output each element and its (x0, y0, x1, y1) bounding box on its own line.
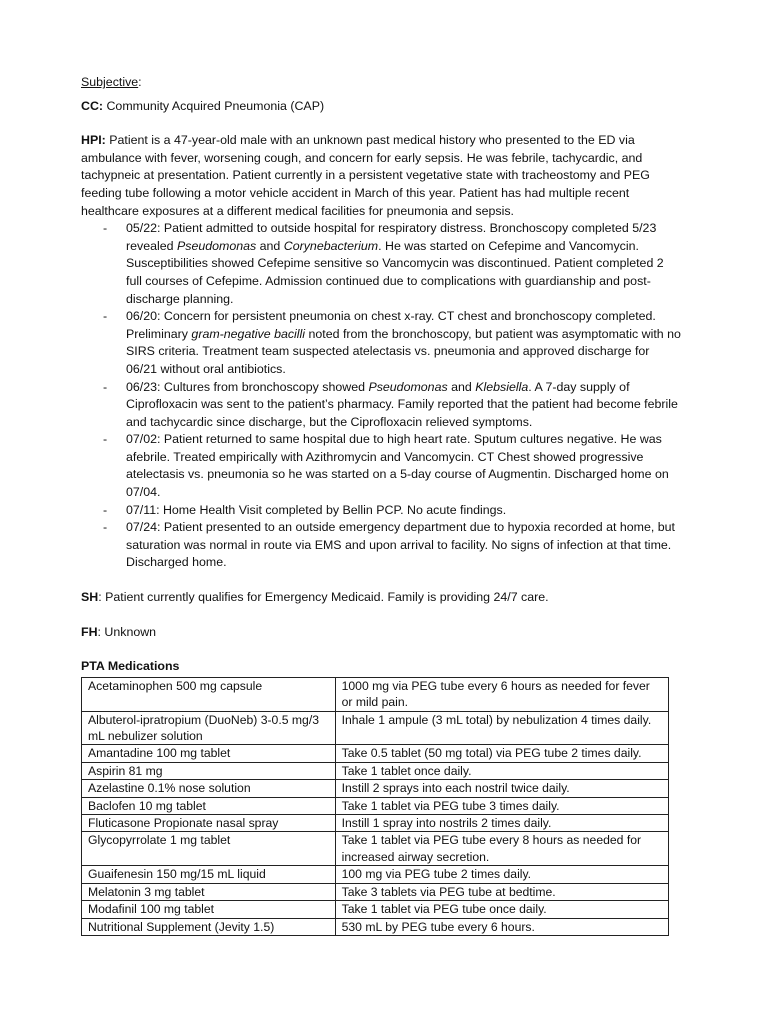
subjective-colon: : (138, 75, 142, 89)
medication-name: Guaifenesin 150 mg/15 mL liquid (82, 866, 336, 883)
clinical-note (81, 74, 681, 936)
event-text: noted from the bronchoscopy, but patient was asymptomatic with no SIRS criteria. Treatment team suspected atelectasis vs. pneumonia and approved discharge for 06/21 without oral antibiotics. (126, 326, 681, 376)
medication-directions: Take 3 tablets via PEG tube at bedtime. (335, 883, 668, 900)
hpi-event (81, 431, 681, 501)
medication-directions: Inhale 1 ampule (3 mL total) by nebulization 4 times daily. (335, 711, 668, 745)
medication-directions: Take 1 tablet via PEG tube 3 times daily. (335, 797, 668, 814)
event-text: . A 7-day supply of Ciprofloxacin was sent to the patient’s pharmacy. Family reported that the patient had become febrile and tachycardic since discharge, but the Ciprofloxacin relieved symptoms. (126, 379, 678, 429)
table-row (82, 745, 669, 762)
medication-name: Melatonin 3 mg tablet (82, 883, 336, 900)
medication-name: Glycopyrrolate 1 mg tablet (82, 832, 336, 866)
event-text: 05/22: Patient admitted to outside hospital for respiratory distress. Bronchoscopy completed 5/23 revealed (126, 221, 657, 253)
event-text: 07/24: Patient presented to an outside emergency department due to hypoxia recorded at home, but saturation was normal in route via EMS and upon arrival to facility. No signs of infection at that time. Discharged home. (126, 520, 675, 570)
medication-directions: Instill 1 spray into nostrils 2 times daily. (335, 815, 668, 832)
medication-directions: Instill 2 sprays into each nostril twice daily. (335, 780, 668, 797)
medication-name: Albuterol-ipratropium (DuoNeb) 3-0.5 mg/3 mL nebulizer solution (82, 711, 336, 745)
medication-name: Baclofen 10 mg tablet (82, 797, 336, 814)
pta-medications-table (81, 677, 669, 936)
organism-name: gram-negative bacilli (191, 326, 306, 341)
family-history (81, 624, 681, 642)
pta-title-text: PTA Medications (81, 659, 180, 674)
organism-name: Pseudomonas (368, 379, 448, 394)
table-row (82, 918, 669, 935)
medication-name: Aspirin 81 mg (82, 762, 336, 779)
subjective-section (81, 74, 681, 92)
bullet-dash: - (103, 309, 108, 324)
medication-directions: Take 1 tablet once daily. (335, 762, 668, 779)
event-text: . He was started on Cefepime and Vancomycin. Susceptibilities showed Cefepime sensitive so Vancomycin was discontinued. Patient completed 2 full courses of Cefepime. Admission continued due to complications with guardianship and post-discharge planning. (126, 238, 664, 306)
sh-label: SH (81, 590, 99, 605)
hpi-event (81, 519, 681, 572)
social-history (81, 589, 681, 607)
event-text: and (447, 379, 476, 394)
medication-name: Nutritional Supplement (Jevity 1.5) (82, 918, 336, 935)
table-row (82, 866, 669, 883)
table-row (82, 883, 669, 900)
table-row (82, 832, 669, 866)
bullet-dash: - (103, 520, 108, 535)
medication-name: Fluticasone Propionate nasal spray (82, 815, 336, 832)
medication-directions: Take 1 tablet via PEG tube once daily. (335, 901, 668, 918)
chief-complaint (81, 98, 681, 116)
medication-name: Acetaminophen 500 mg capsule (82, 677, 336, 711)
cc-label: CC: (81, 98, 104, 113)
organism-name: Klebsiella (475, 379, 529, 394)
event-text: 06/23: Cultures from bronchoscopy showed (126, 379, 369, 394)
hpi-event (81, 308, 681, 378)
table-row (82, 711, 669, 745)
pta-title (81, 658, 681, 676)
medication-name: Azelastine 0.1% nose solution (82, 780, 336, 797)
table-row (82, 901, 669, 918)
hpi-paragraph (81, 132, 681, 220)
organism-name: Corynebacterium (283, 238, 379, 253)
event-text: 06/20: Concern for persistent pneumonia on chest x-ray. CT chest and bronchoscopy completed. Preliminary (126, 309, 656, 341)
event-text: and (256, 238, 284, 253)
table-row (82, 677, 669, 711)
sh-text: : Patient currently qualifies for Emergency Medicaid. Family is providing 24/7 care. (98, 590, 549, 605)
medication-directions: 100 mg via PEG tube 2 times daily. (335, 866, 668, 883)
table-row (82, 780, 669, 797)
hpi-label: HPI: (81, 133, 106, 148)
table-row (82, 815, 669, 832)
event-text: 07/02: Patient returned to same hospital due to high heart rate. Sputum cultures negative. He was afebrile. Treated empirically with Azithromycin and Vancomycin. CT Chest showed progressive atelectasis vs. pneumonia so he was started on a 5-day course of Augmentin. Discharged home on 07/04. (126, 432, 669, 500)
medication-directions: 530 mL by PEG tube every 6 hours. (335, 918, 668, 935)
bullet-dash: - (103, 221, 108, 236)
bullet-dash: - (103, 379, 108, 394)
medication-name: Amantadine 100 mg tablet (82, 745, 336, 762)
hpi-event (81, 502, 681, 520)
cc-text: Community Acquired Pneumonia (CAP) (103, 98, 325, 113)
bullet-dash: - (103, 432, 108, 447)
table-row (82, 797, 669, 814)
hpi-text: Patient is a 47-year-old male with an unknown past medical history who presented to the ED via ambulance with fever, worsening cough, and concern for early sepsis. He was febrile, tachycardic, and tachypneic at presentation. Patient currently in a persistent vegetative state with tracheostomy and PEG feeding tube following a motor vehicle accident in March of this year. Patient has had multiple recent healthcare exposures at a different medical facilities for pneumonia and sepsis. (81, 133, 650, 218)
table-row (82, 762, 669, 779)
event-text: 07/11: Home Health Visit completed by Bellin PCP. No acute findings. (126, 502, 507, 517)
medication-name: Modafinil 100 mg tablet (82, 901, 336, 918)
fh-text: : Unknown (97, 624, 157, 639)
medication-directions: Take 0.5 tablet (50 mg total) via PEG tube 2 times daily. (335, 745, 668, 762)
hpi-event-list (81, 220, 681, 572)
subjective-heading: Subjective (81, 75, 139, 89)
medication-directions: 1000 mg via PEG tube every 6 hours as needed for fever or mild pain. (335, 677, 668, 711)
fh-label: FH (81, 624, 98, 639)
hpi-event (81, 220, 681, 308)
hpi-event (81, 379, 681, 432)
bullet-dash: - (103, 502, 108, 517)
medication-directions: Take 1 tablet via PEG tube every 8 hours as needed for increased airway secretion. (335, 832, 668, 866)
organism-name: Pseudomonas (176, 238, 257, 253)
